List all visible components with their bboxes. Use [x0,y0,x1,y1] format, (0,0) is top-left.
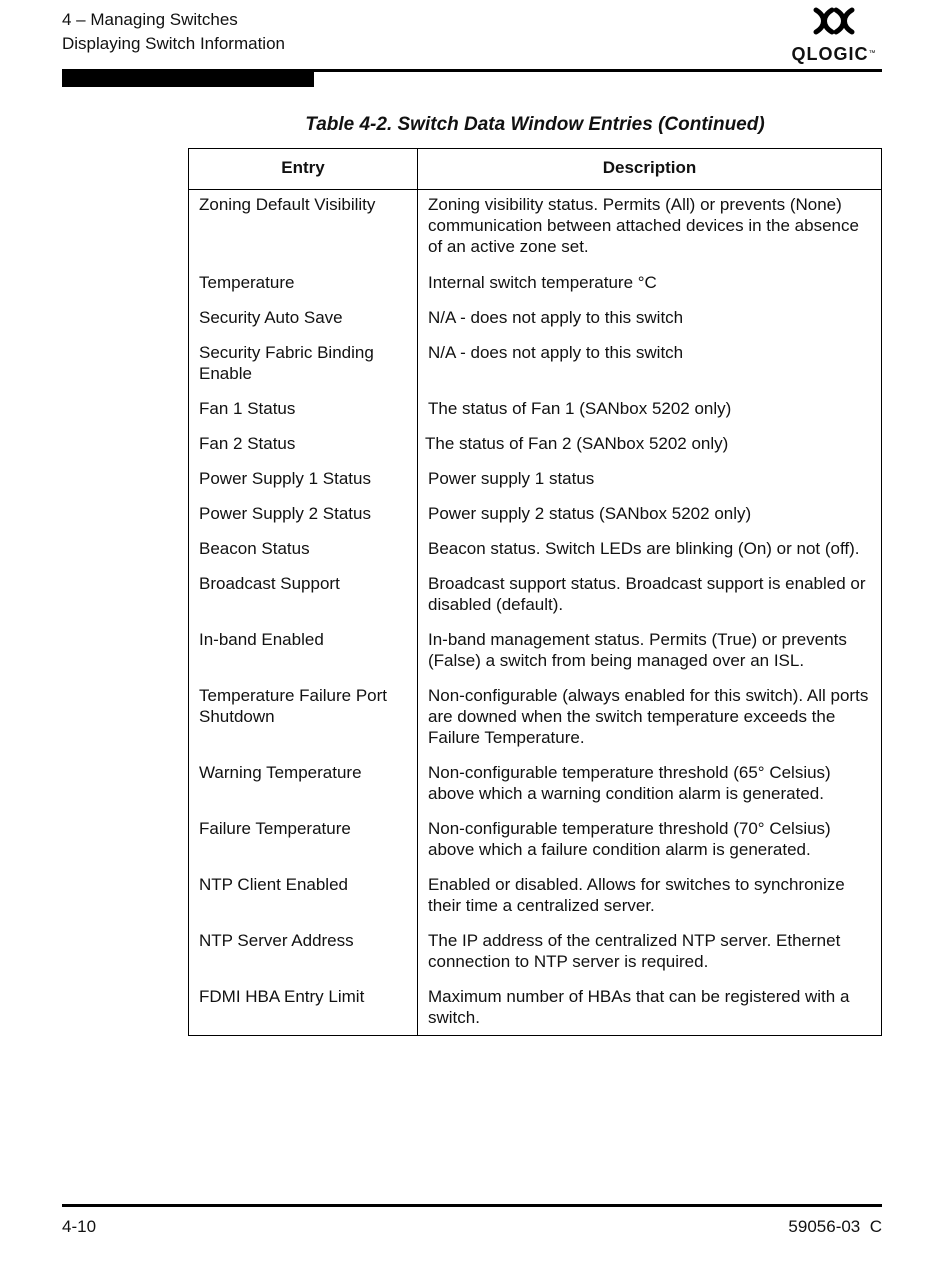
description-cell: Maximum number of HBAs that can be registered with a switch. [428,987,850,1027]
column-divider [417,149,418,1035]
description-cell: Power supply 2 status (SANbox 5202 only) [428,504,752,523]
logo-wordmark-text: QLOGIC [791,44,869,64]
description-cell: N/A - does not apply to this switch [428,308,684,327]
entry-cell: In-band Enabled [199,630,324,649]
header-bar [62,72,314,87]
description-cell: Beacon status. Switch LEDs are blinking (On) or not (off). [428,539,860,558]
entry-cell: Temperature Failure Port Shutdown [199,686,388,726]
description-cell: The IP address of the centralized NTP server. Ethernet connection to NTP server is required. [428,931,841,971]
header-divider [189,189,881,190]
description-cell: N/A - does not apply to this switch [428,343,684,362]
section-heading: Displaying Switch Information [62,34,285,53]
entry-cell: Security Fabric Binding Enable [199,343,374,383]
description-cell: The status of Fan 2 (SANbox 5202 only) [425,434,729,453]
entry-cell: FDMI HBA Entry Limit [199,987,365,1006]
column-header-description: Description [602,158,697,177]
trademark-symbol: ™ [868,50,877,57]
chapter-heading: 4 – Managing Switches [62,10,238,29]
entry-cell: Fan 2 Status [199,434,296,453]
entry-cell: NTP Client Enabled [199,875,348,894]
description-cell: Non-configurable temperature threshold (65° Celsius) above which a warning condition alarm is generated. [428,763,831,803]
entry-cell: NTP Server Address [199,931,354,950]
column-header-entry: Entry [281,158,325,177]
description-cell: Internal switch temperature °C [428,273,657,292]
footer-rule [62,1204,882,1207]
table-caption: Table 4-2. Switch Data Window Entries (Continued) [305,114,765,135]
entry-cell: Failure Temperature [199,819,351,838]
switch-data-table [188,148,882,1036]
description-cell: Non-configurable temperature threshold (70° Celsius) above which a failure condition alarm is generated. [428,819,831,859]
document-number: 59056-03 C [788,1217,882,1236]
description-cell: In-band management status. Permits (True) or prevents (False) a switch from being managed over an ISL. [428,630,847,670]
entry-cell: Power Supply 1 Status [199,469,371,488]
entry-cell: Warning Temperature [199,763,362,782]
page-number: 4-10 [62,1217,97,1236]
qlogic-logo [786,6,882,62]
entry-cell: Beacon Status [199,539,310,558]
description-cell: Power supply 1 status [428,469,595,488]
entry-cell: Temperature [199,273,295,292]
entry-cell: Fan 1 Status [199,399,296,418]
entry-cell: Zoning Default Visibility [199,195,376,214]
entry-cell: Security Auto Save [199,308,343,327]
description-cell: Zoning visibility status. Permits (All) or prevents (None) communication between attached devices in the absence of an active zone set. [428,195,859,256]
description-cell: Broadcast support status. Broadcast support is enabled or disabled (default). [428,574,866,614]
description-cell: Non-configurable (always enabled for this switch). All ports are downed when the switch temperature exceeds the Failure Temperature. [428,686,869,747]
description-cell: Enabled or disabled. Allows for switches to synchronize their time a centralized server. [428,875,845,915]
logo-wordmark [786,44,882,64]
entry-cell: Broadcast Support [199,574,340,593]
description-cell: The status of Fan 1 (SANbox 5202 only) [428,399,732,418]
entry-cell: Power Supply 2 Status [199,504,371,523]
qlogic-logo-icon [810,6,858,36]
